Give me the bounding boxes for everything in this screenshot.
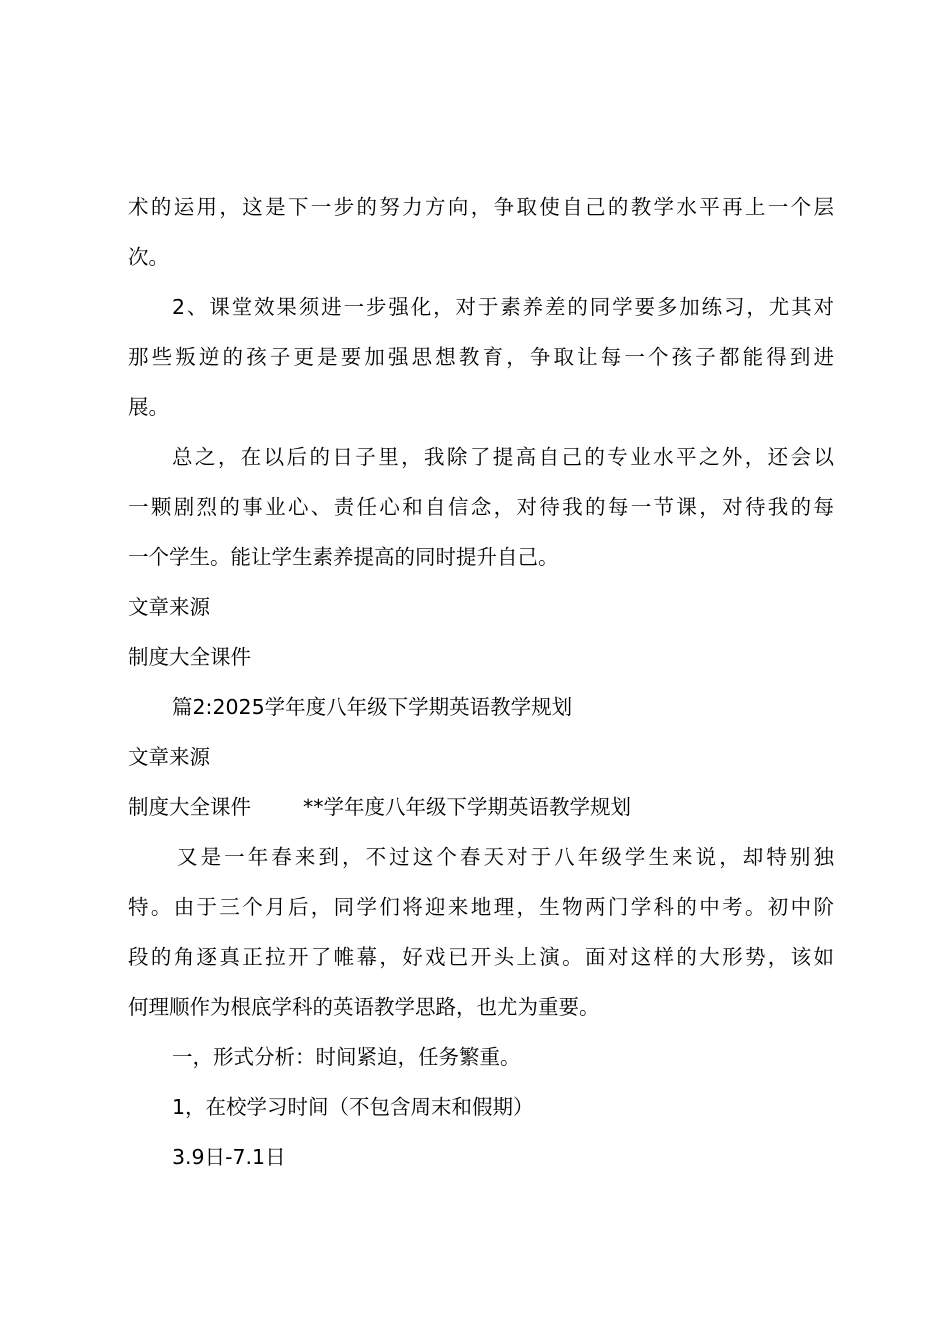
source-name: 制度大全课件 — [128, 645, 251, 669]
paragraph-line: 特。由于三个月后，同学们将迎来地理，生物两门学科的中考。初中阶 — [128, 895, 834, 919]
outline-item: 1，在校学习时间（不包含周末和假期） — [172, 1095, 534, 1119]
section-heading: 篇2:2025学年度八年级下学期英语教学规划 — [172, 695, 573, 719]
paragraph-line: 那些叛逆的孩子更是要加强思想教育，争取让每一个孩子都能得到进 — [128, 345, 834, 369]
source-and-title-line — [128, 793, 834, 821]
outline-heading: 一，形式分析：时间紧迫，任务繁重。 — [172, 1045, 521, 1069]
date-range: 3.9日-7.1日 — [172, 1145, 286, 1169]
paragraph-line: 又是一年春来到，不过这个春天对于八年级学生来说，却特别独 — [177, 845, 834, 869]
paragraph-line: 2、课堂效果须进一步强化，对于素养差的同学要多加练习，尤其对 — [172, 295, 834, 319]
paragraph-line: 展。 — [128, 395, 169, 419]
plan-title: **学年度八年级下学期英语教学规划 — [303, 795, 631, 819]
paragraph-line: 总之，在以后的日子里，我除了提高自己的专业水平之外，还会以 — [172, 445, 834, 469]
paragraph-line: 段的角逐真正拉开了帷幕，好戏已开头上演。面对这样的大形势，该如 — [128, 945, 834, 969]
paragraph-line: 何理顺作为根底学科的英语教学思路，也尤为重要。 — [128, 995, 600, 1019]
paragraph-line: 术的运用，这是下一步的努力方向，争取使自己的教学水平再上一个层 — [128, 195, 834, 219]
paragraph-line: 次。 — [128, 245, 169, 269]
paragraph-line: 一颗剧烈的事业心、责任心和自信念，对待我的每一节课，对待我的每 — [128, 495, 834, 519]
source-label: 文章来源 — [128, 745, 210, 769]
source-name: 制度大全课件 — [128, 795, 251, 819]
source-label: 文章来源 — [128, 595, 210, 619]
paragraph-line: 一个学生。能让学生素养提高的同时提升自己。 — [128, 545, 559, 569]
